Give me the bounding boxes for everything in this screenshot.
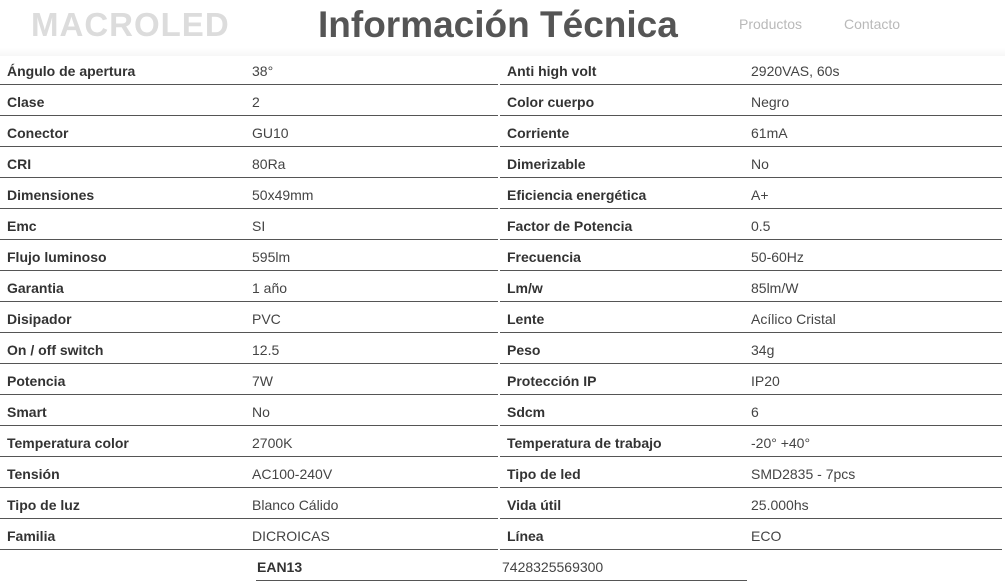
spec-row — [0, 242, 1005, 273]
spec-label: Garantia — [0, 273, 245, 302]
spec-label: Emc — [0, 211, 245, 240]
spec-label: Vida útil — [500, 490, 744, 519]
spec-label: Flujo luminoso — [0, 242, 245, 271]
spec-label: Familia — [0, 521, 245, 550]
spec-value: No — [744, 149, 1002, 178]
spec-label: Lente — [500, 304, 744, 333]
spec-value: 6 — [744, 397, 1002, 426]
brand-logo[interactable]: MACROLED — [31, 6, 230, 43]
spec-value: 7W — [245, 366, 498, 395]
nav-link-productos[interactable]: Productos — [739, 16, 803, 32]
spec-value: ECO — [744, 521, 1002, 550]
spec-label: Factor de Potencia — [500, 211, 744, 240]
spec-table — [0, 56, 1005, 552]
spec-value: 595lm — [245, 242, 498, 271]
spec-value: Negro — [744, 87, 1002, 116]
spec-label: Temperatura color — [0, 428, 245, 457]
spec-label: Peso — [500, 335, 744, 364]
spec-value: 2 — [245, 87, 498, 116]
spec-row — [0, 211, 1005, 242]
spec-label: Frecuencia — [500, 242, 744, 271]
spec-value: Acílico Cristal — [744, 304, 1002, 333]
spec-value: -20° +40° — [744, 428, 1002, 457]
spec-value: 34g — [744, 335, 1002, 364]
spec-value: SI — [245, 211, 498, 240]
spec-row — [0, 118, 1005, 149]
ean-label: EAN13 — [256, 552, 502, 581]
spec-label: Tipo de led — [500, 459, 744, 488]
spec-label: CRI — [0, 149, 245, 178]
spec-value: 12.5 — [245, 335, 498, 364]
spec-label: Potencia — [0, 366, 245, 395]
spec-row — [0, 490, 1005, 521]
spec-row — [0, 397, 1005, 428]
spec-value: A+ — [744, 180, 1002, 209]
spec-label: Color cuerpo — [500, 87, 744, 116]
spec-value: DICROICAS — [245, 521, 498, 550]
spec-row — [0, 335, 1005, 366]
ean-value: 7428325569300 — [502, 552, 747, 581]
spec-value: 2920VAS, 60s — [744, 56, 1002, 85]
spec-value: 0.5 — [744, 211, 1002, 240]
spec-value: Blanco Cálido — [245, 490, 498, 519]
page-title: Información Técnica — [318, 4, 678, 45]
spec-row — [0, 521, 1005, 552]
spec-label: Clase — [0, 87, 245, 116]
spec-label: Dimerizable — [500, 149, 744, 178]
spec-label: On / off switch — [0, 335, 245, 364]
ean-row — [0, 552, 1005, 583]
spec-label: Ángulo de apertura — [0, 56, 245, 85]
spec-value: AC100-240V — [245, 459, 498, 488]
spec-label: Lm/w — [500, 273, 744, 302]
spec-label: Disipador — [0, 304, 245, 333]
spec-label: Eficiencia energética — [500, 180, 744, 209]
spec-row — [0, 459, 1005, 490]
spec-value: 50x49mm — [245, 180, 498, 209]
spec-row — [0, 304, 1005, 335]
spec-label: Dimensiones — [0, 180, 245, 209]
spec-label: Línea — [500, 521, 744, 550]
spec-value: IP20 — [744, 366, 1002, 395]
spec-value: 2700K — [245, 428, 498, 457]
spec-row — [0, 56, 1005, 87]
spec-label: Anti high volt — [500, 56, 744, 85]
spec-label: Protección IP — [500, 366, 744, 395]
spec-row — [0, 366, 1005, 397]
spec-value: PVC — [245, 304, 498, 333]
spec-value: 61mA — [744, 118, 1002, 147]
spec-value: GU10 — [245, 118, 498, 147]
spec-label: Conector — [0, 118, 245, 147]
spec-value: 1 año — [245, 273, 498, 302]
spec-label: Tensión — [0, 459, 245, 488]
spec-value: No — [245, 397, 498, 426]
spec-row — [0, 428, 1005, 459]
spec-value: 25.000hs — [744, 490, 1002, 519]
nav-link-contacto[interactable]: Contacto — [844, 16, 901, 32]
spec-value: 38° — [245, 56, 498, 85]
spec-row — [0, 273, 1005, 304]
spec-value: 80Ra — [245, 149, 498, 178]
site-header — [0, 0, 1005, 56]
spec-label: Smart — [0, 397, 245, 426]
spec-row — [0, 180, 1005, 211]
spec-row — [0, 87, 1005, 118]
spec-value: 50-60Hz — [744, 242, 1002, 271]
spec-label: Tipo de luz — [0, 490, 245, 519]
spec-value: SMD2835 - 7pcs — [744, 459, 1002, 488]
spec-value: 85lm/W — [744, 273, 1002, 302]
spec-label: Temperatura de trabajo — [500, 428, 744, 457]
spec-label: Corriente — [500, 118, 744, 147]
spec-label: Sdcm — [500, 397, 744, 426]
spec-row — [0, 149, 1005, 180]
